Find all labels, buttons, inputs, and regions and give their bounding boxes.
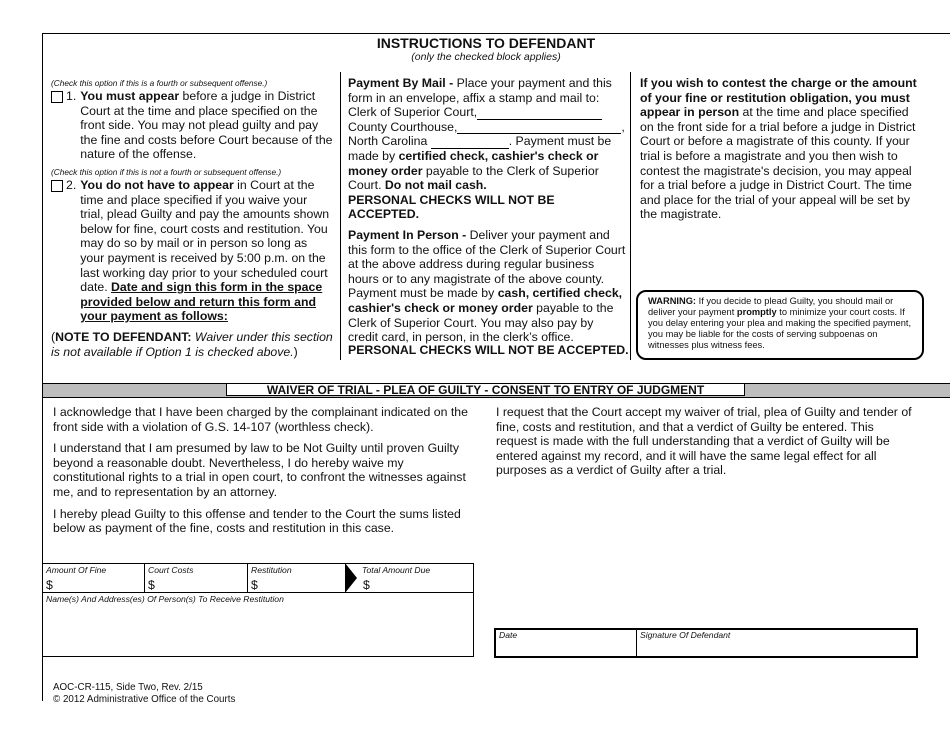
col-total-amount-due: Total Amount Due <box>362 565 431 575</box>
col-amount-of-fine: Amount Of Fine <box>46 565 107 575</box>
payment-p1: made by <box>348 148 399 163</box>
fine-dollar: $ <box>46 578 53 592</box>
form-id: AOC-CR-115, Side Two, Rev. 2/15 <box>53 682 203 693</box>
costs-dollar: $ <box>148 578 155 592</box>
option1-bold: You must appear <box>80 89 180 103</box>
option2-checkbox[interactable] <box>51 180 63 192</box>
date-label: Date <box>499 630 518 640</box>
mail-heading: Payment By Mail - <box>348 76 454 90</box>
waiver-left <box>53 405 478 536</box>
option1-checkbox[interactable] <box>51 91 63 103</box>
total-arrow-icon <box>345 563 357 593</box>
payment-methods: certified check, cashier's check or money order <box>348 148 599 178</box>
note-to-defendant: (NOTE TO DEFENDANT: Waiver under this section is not available if Option 1 is checked above.) <box>51 330 333 359</box>
waiver-right <box>496 405 916 478</box>
person-methods: cash, certified check, cashier's check or money order <box>348 286 623 315</box>
option1-block <box>51 89 333 162</box>
court-costs-field[interactable] <box>148 578 243 593</box>
col-court-costs: Court Costs <box>148 565 194 575</box>
clerk-line: Clerk of Superior Court, <box>348 105 478 120</box>
option1-text: before a judge in District Court at the time and place specified on the front side. You may not plead guilty and pay the fine and costs before Court because of the nature of the offense. <box>80 89 333 162</box>
person-text: Deliver your payment and this form to the office of the Clerk of Superior Court at the above address during regular business hours or to any magistrate of the above county. Payment must be made by <box>348 227 626 301</box>
top-border <box>42 33 950 34</box>
courthouse-comma: , <box>621 119 625 134</box>
col-restitution: Restitution <box>251 565 292 575</box>
waiver-para2: I understand that I am presumed by law to be Not Guilty until proven Guilty beyond a reasonable doubt. Nevertheless, I do hereby waive my constitutional rights to a trial in open court, to confront the witnesses against me, and to representation by an attorney. <box>53 441 466 499</box>
option2-note: (Check this option if this is not a fourth or subsequent offense.) <box>51 167 282 177</box>
table-col-divider-1 <box>144 563 145 593</box>
total-dollar: $ <box>363 578 370 592</box>
payment-must-be: . Payment must be <box>508 134 612 149</box>
zip-blank[interactable] <box>431 137 509 149</box>
page-title: INSTRUCTIONS TO DEFENDANT <box>376 35 596 51</box>
waiver-para3: I hereby plead Guilty to this offense and tender to the Court the sums listed below as payment of the fine, costs and restitution in this case. <box>53 506 461 536</box>
table-col-divider-2 <box>247 563 248 593</box>
waiver-request: I request that the Court accept my waiver of trial, plea of Guilty and tender of fine, costs and restitution, and that a verdict of Guilty be entered. This request is made with the full understanding that a verdict of Guilty will be entered against my record, and it will have the same legal effect for all purposes as a verdict of Guilty after a trial. <box>496 405 912 478</box>
mail-text: Place your payment and this form in an envelope, affix a stamp and mail to: <box>348 76 612 105</box>
note-italic: Waiver under this section is not available if Option 1 is checked above. <box>51 330 333 359</box>
courthouse-line: County Courthouse, <box>348 119 458 134</box>
signature-label: Signature Of Defendant <box>640 630 731 640</box>
warning-box <box>636 290 924 360</box>
no-personal-checks-1: PERSONAL CHECKS WILL NOT BE ACCEPTED. <box>348 192 555 222</box>
restitution-dollar: $ <box>251 578 258 592</box>
fine-amount-field[interactable] <box>46 578 141 593</box>
column-divider-2 <box>630 72 631 360</box>
no-cash: Do not mail cash. <box>384 178 487 193</box>
option2-number: 2. <box>66 178 77 192</box>
payable-to: payable to the Clerk of Superior Court. <box>348 163 599 193</box>
warning-text2: to minimize your court costs. If you delay entering your plea and making the specified payment, you may be liable for the costs of serving subpoenas on witnesses plus witness fees. <box>648 307 912 350</box>
copyright: © 2012 Administrative Office of the Courts <box>53 694 236 705</box>
option1-note: (Check this option if this is a fourth or subsequent offense.) <box>51 78 268 88</box>
column-divider-1 <box>340 72 341 360</box>
person-end: payable to the Clerk of Superior Court. You may also pay by credit card, in person, in the clerk’s office. <box>348 300 614 345</box>
waiver-para1: I acknowledge that I have been charged by the complainant indicated on the front side with a violation of G.S. 14-107 (worthless check). <box>53 405 468 434</box>
option1-number: 1. <box>66 89 77 103</box>
restitution-names-field[interactable] <box>46 606 470 654</box>
option2-text: in Court at the time and place specified if you waive your trial, plead Guilty and pay the amounts shown below for fine, court costs and restitution. You may do so by mail or in person so long as your payment is received by 5:00 p.m. on the last working day prior to your scheduled court date. <box>80 178 330 295</box>
warning-prompt: promptly <box>736 307 777 317</box>
option2-bold: You do not have to appear <box>80 178 234 192</box>
option2-block <box>51 178 333 324</box>
contest-instructions <box>640 76 920 222</box>
state-line: North Carolina <box>348 134 428 149</box>
option2-instructions: Date and sign this form in the space provided below and return this form and your payment as follows: <box>80 280 323 324</box>
contest-bold: If you wish to contest the charge or the amount of your fine or restitution obligation, you must appear in person <box>640 76 917 120</box>
note-bold: NOTE TO DEFENDANT: <box>55 330 192 344</box>
warning-bold: WARNING: <box>648 296 697 306</box>
county-blank[interactable] <box>457 122 621 134</box>
page-subtitle: (only the checked block applies) <box>411 51 561 63</box>
warning-text1: If you decide to plead Guilty, you should mail or deliver your payment <box>648 296 894 317</box>
contest-text: at the time and place specified on the front side for a trial before a judge in District Court or before a magistrate of this county. If your trial is before a magistrate and you then wish to contest the magistrate's decision, you may appeal for a trial before a judge in District Court. The time and place for the trial of your appeal will be set by the magistrate. <box>640 105 916 222</box>
person-heading: Payment In Person - <box>348 227 467 242</box>
clerk-blank[interactable] <box>477 108 602 120</box>
restitution-names-label: Name(s) And Address(es) Of Person(s) To Receive Restitution <box>46 594 284 604</box>
no-personal-checks-2: PERSONAL CHECKS WILL NOT BE ACCEPTED. <box>348 343 629 357</box>
payment-by-mail <box>348 76 626 345</box>
total-amount-field[interactable] <box>363 578 468 593</box>
restitution-field[interactable] <box>251 578 341 593</box>
waiver-banner-title: WAIVER OF TRIAL - PLEA OF GUILTY - CONSENT TO ENTRY OF JUDGMENT <box>266 383 705 397</box>
